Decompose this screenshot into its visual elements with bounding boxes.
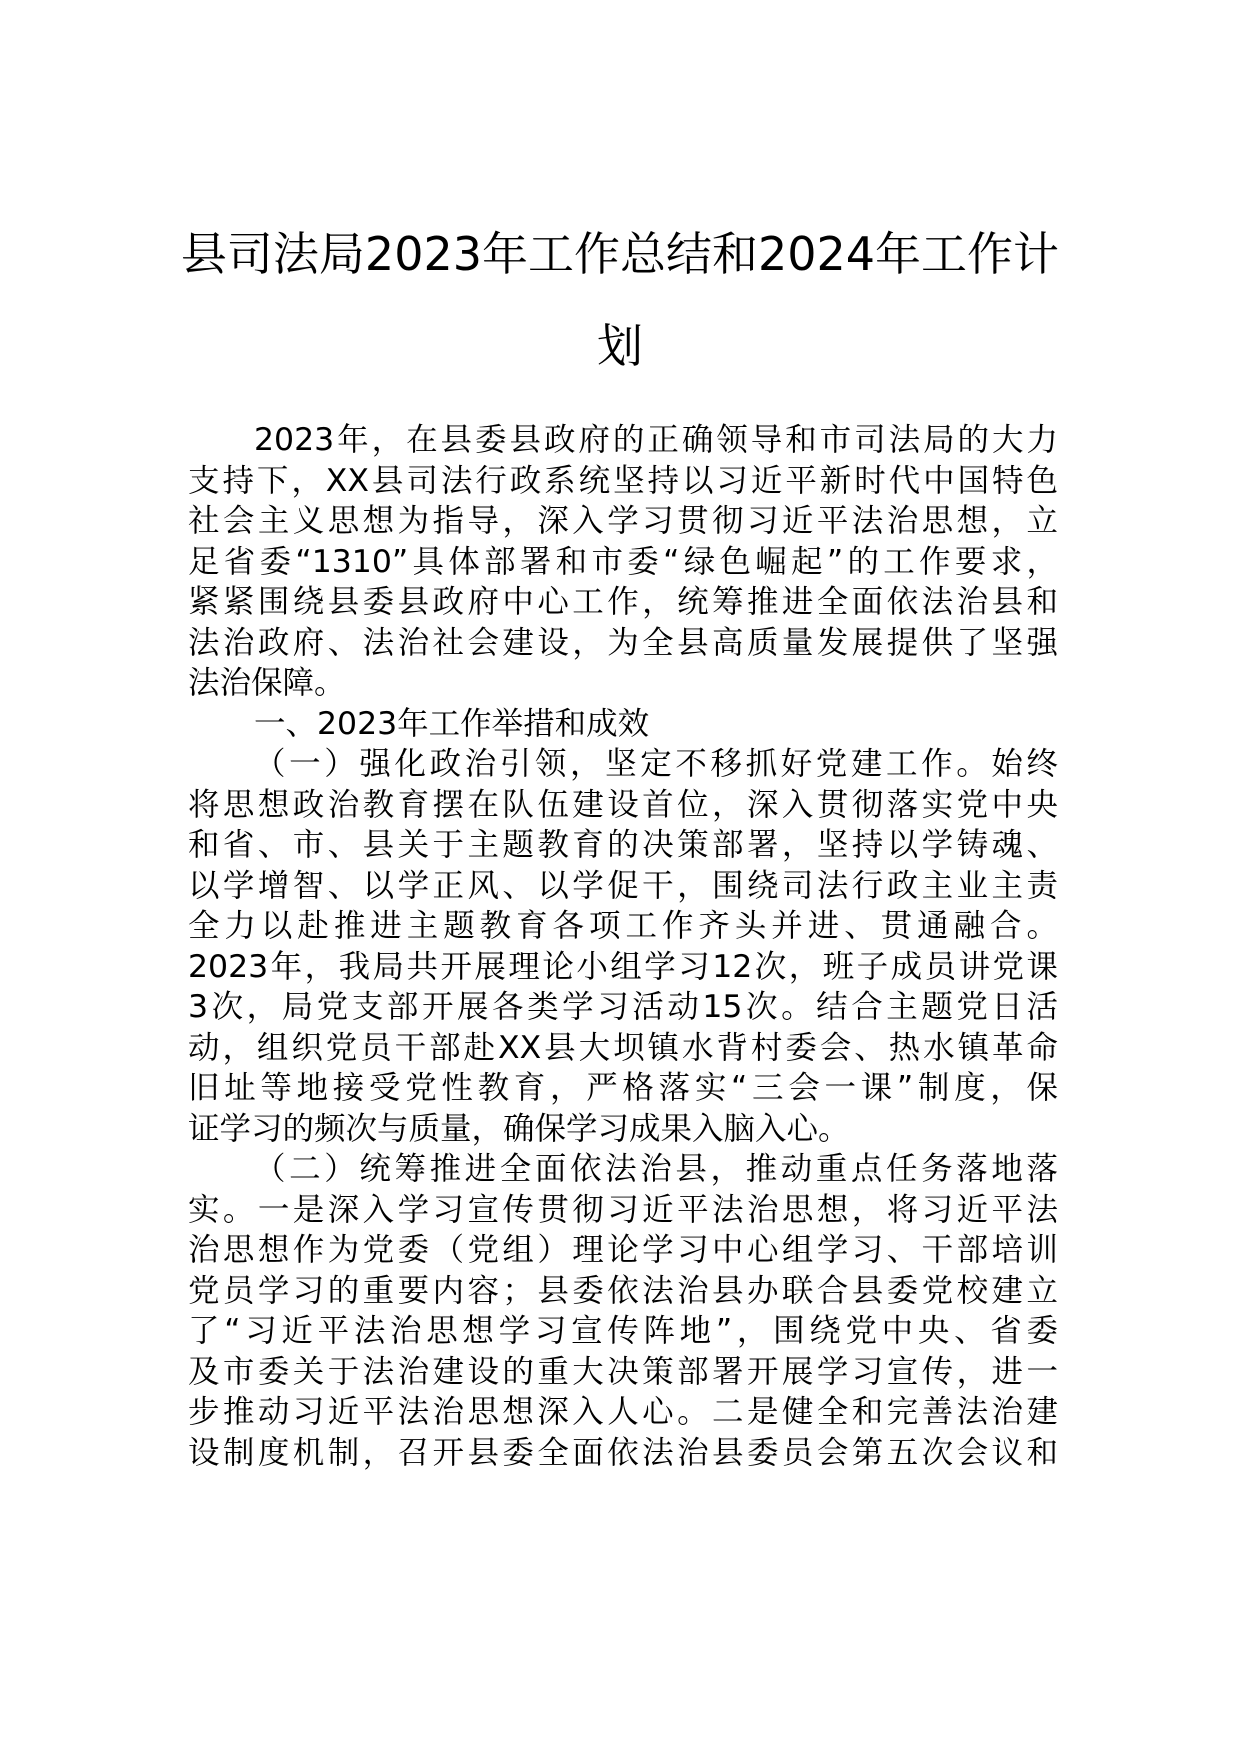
text-line: 旧址等地接受党性教育，严格落实“三会一课”制度，保 bbox=[188, 1070, 1058, 1106]
section-1-1-paragraph bbox=[188, 744, 1058, 1149]
text-line: 证学习的频次与质量，确保学习成果入脑入心。 bbox=[188, 1110, 850, 1147]
text-line: 及市委关于法治建设的重大决策部署开展学习宣传，进一 bbox=[188, 1353, 1058, 1390]
text-line: 和省、市、县关于主题教育的决策部署，坚持以学铸魂、 bbox=[188, 827, 1058, 863]
text-line: （二）统筹推进全面依法治县，推动重点任务落地落 bbox=[254, 1151, 1058, 1187]
text-line: 足省委“1310”具体部署和市委“绿色崛起”的工作要求， bbox=[188, 543, 1058, 580]
text-line: 法治保障。 bbox=[188, 665, 346, 701]
text-line: 2023年，在县委县政府的正确领导和市司法局的大力 bbox=[254, 422, 1058, 458]
text-line: 动，组织党员干部赴XX县大坝镇水背村委会、热水镇革命 bbox=[188, 1029, 1058, 1066]
document-title bbox=[160, 208, 1080, 392]
document-body bbox=[188, 420, 1058, 1473]
text-line: 紧紧围绕县委县政府中心工作，统筹推进全面依法治县和 bbox=[188, 584, 1058, 620]
text-line: 实。一是深入学习宣传贯彻习近平法治思想，将习近平法 bbox=[188, 1191, 1058, 1228]
text-line: 将思想政治教育摆在队伍建设首位，深入贯彻落实党中央 bbox=[188, 786, 1058, 823]
title-line: 划 bbox=[597, 319, 643, 373]
text-line: 全力以赴推进主题教育各项工作齐头并进、贯通融合。 bbox=[188, 908, 1058, 944]
intro-paragraph bbox=[188, 420, 1058, 704]
text-line: 党员学习的重要内容；县委依法治县办联合县委党校建立 bbox=[188, 1272, 1058, 1309]
text-line: 设制度机制，召开县委全面依法治县委员会第五次会议和 bbox=[188, 1434, 1058, 1471]
text-line: 治思想作为党委（党组）理论学习中心组学习、干部培训 bbox=[188, 1232, 1058, 1268]
section-1-2-paragraph bbox=[188, 1149, 1058, 1473]
text-line: 支持下，XX县司法行政系统坚持以习近平新时代中国特色 bbox=[188, 462, 1058, 499]
text-line: 3次，局党支部开展各类学习活动15次。结合主题党日活 bbox=[188, 989, 1058, 1025]
section-heading-1 bbox=[188, 704, 1058, 745]
text-line: 了“习近平法治思想学习宣传阵地”，围绕党中央、省委 bbox=[188, 1313, 1058, 1349]
text-line: 2023年，我局共开展理论小组学习12次，班子成员讲党课 bbox=[188, 948, 1058, 985]
text-line: 法治政府、法治社会建设，为全县高质量发展提供了坚强 bbox=[188, 624, 1058, 661]
text-line: 步推动习近平法治思想深入人心。二是健全和完善法治建 bbox=[188, 1394, 1058, 1430]
text-line: （一）强化政治引领，坚定不移抓好党建工作。始终 bbox=[254, 746, 1058, 782]
text-line: 以学增智、以学正风、以学促干，围绕司法行政主业主责 bbox=[188, 867, 1058, 904]
text-line: 社会主义思想为指导，深入学习贯彻习近平法治思想，立 bbox=[188, 503, 1058, 539]
section-heading: 一、2023年工作举措和成效 bbox=[254, 705, 650, 742]
title-line: 县司法局2023年工作总结和2024年工作计 bbox=[180, 227, 1060, 281]
